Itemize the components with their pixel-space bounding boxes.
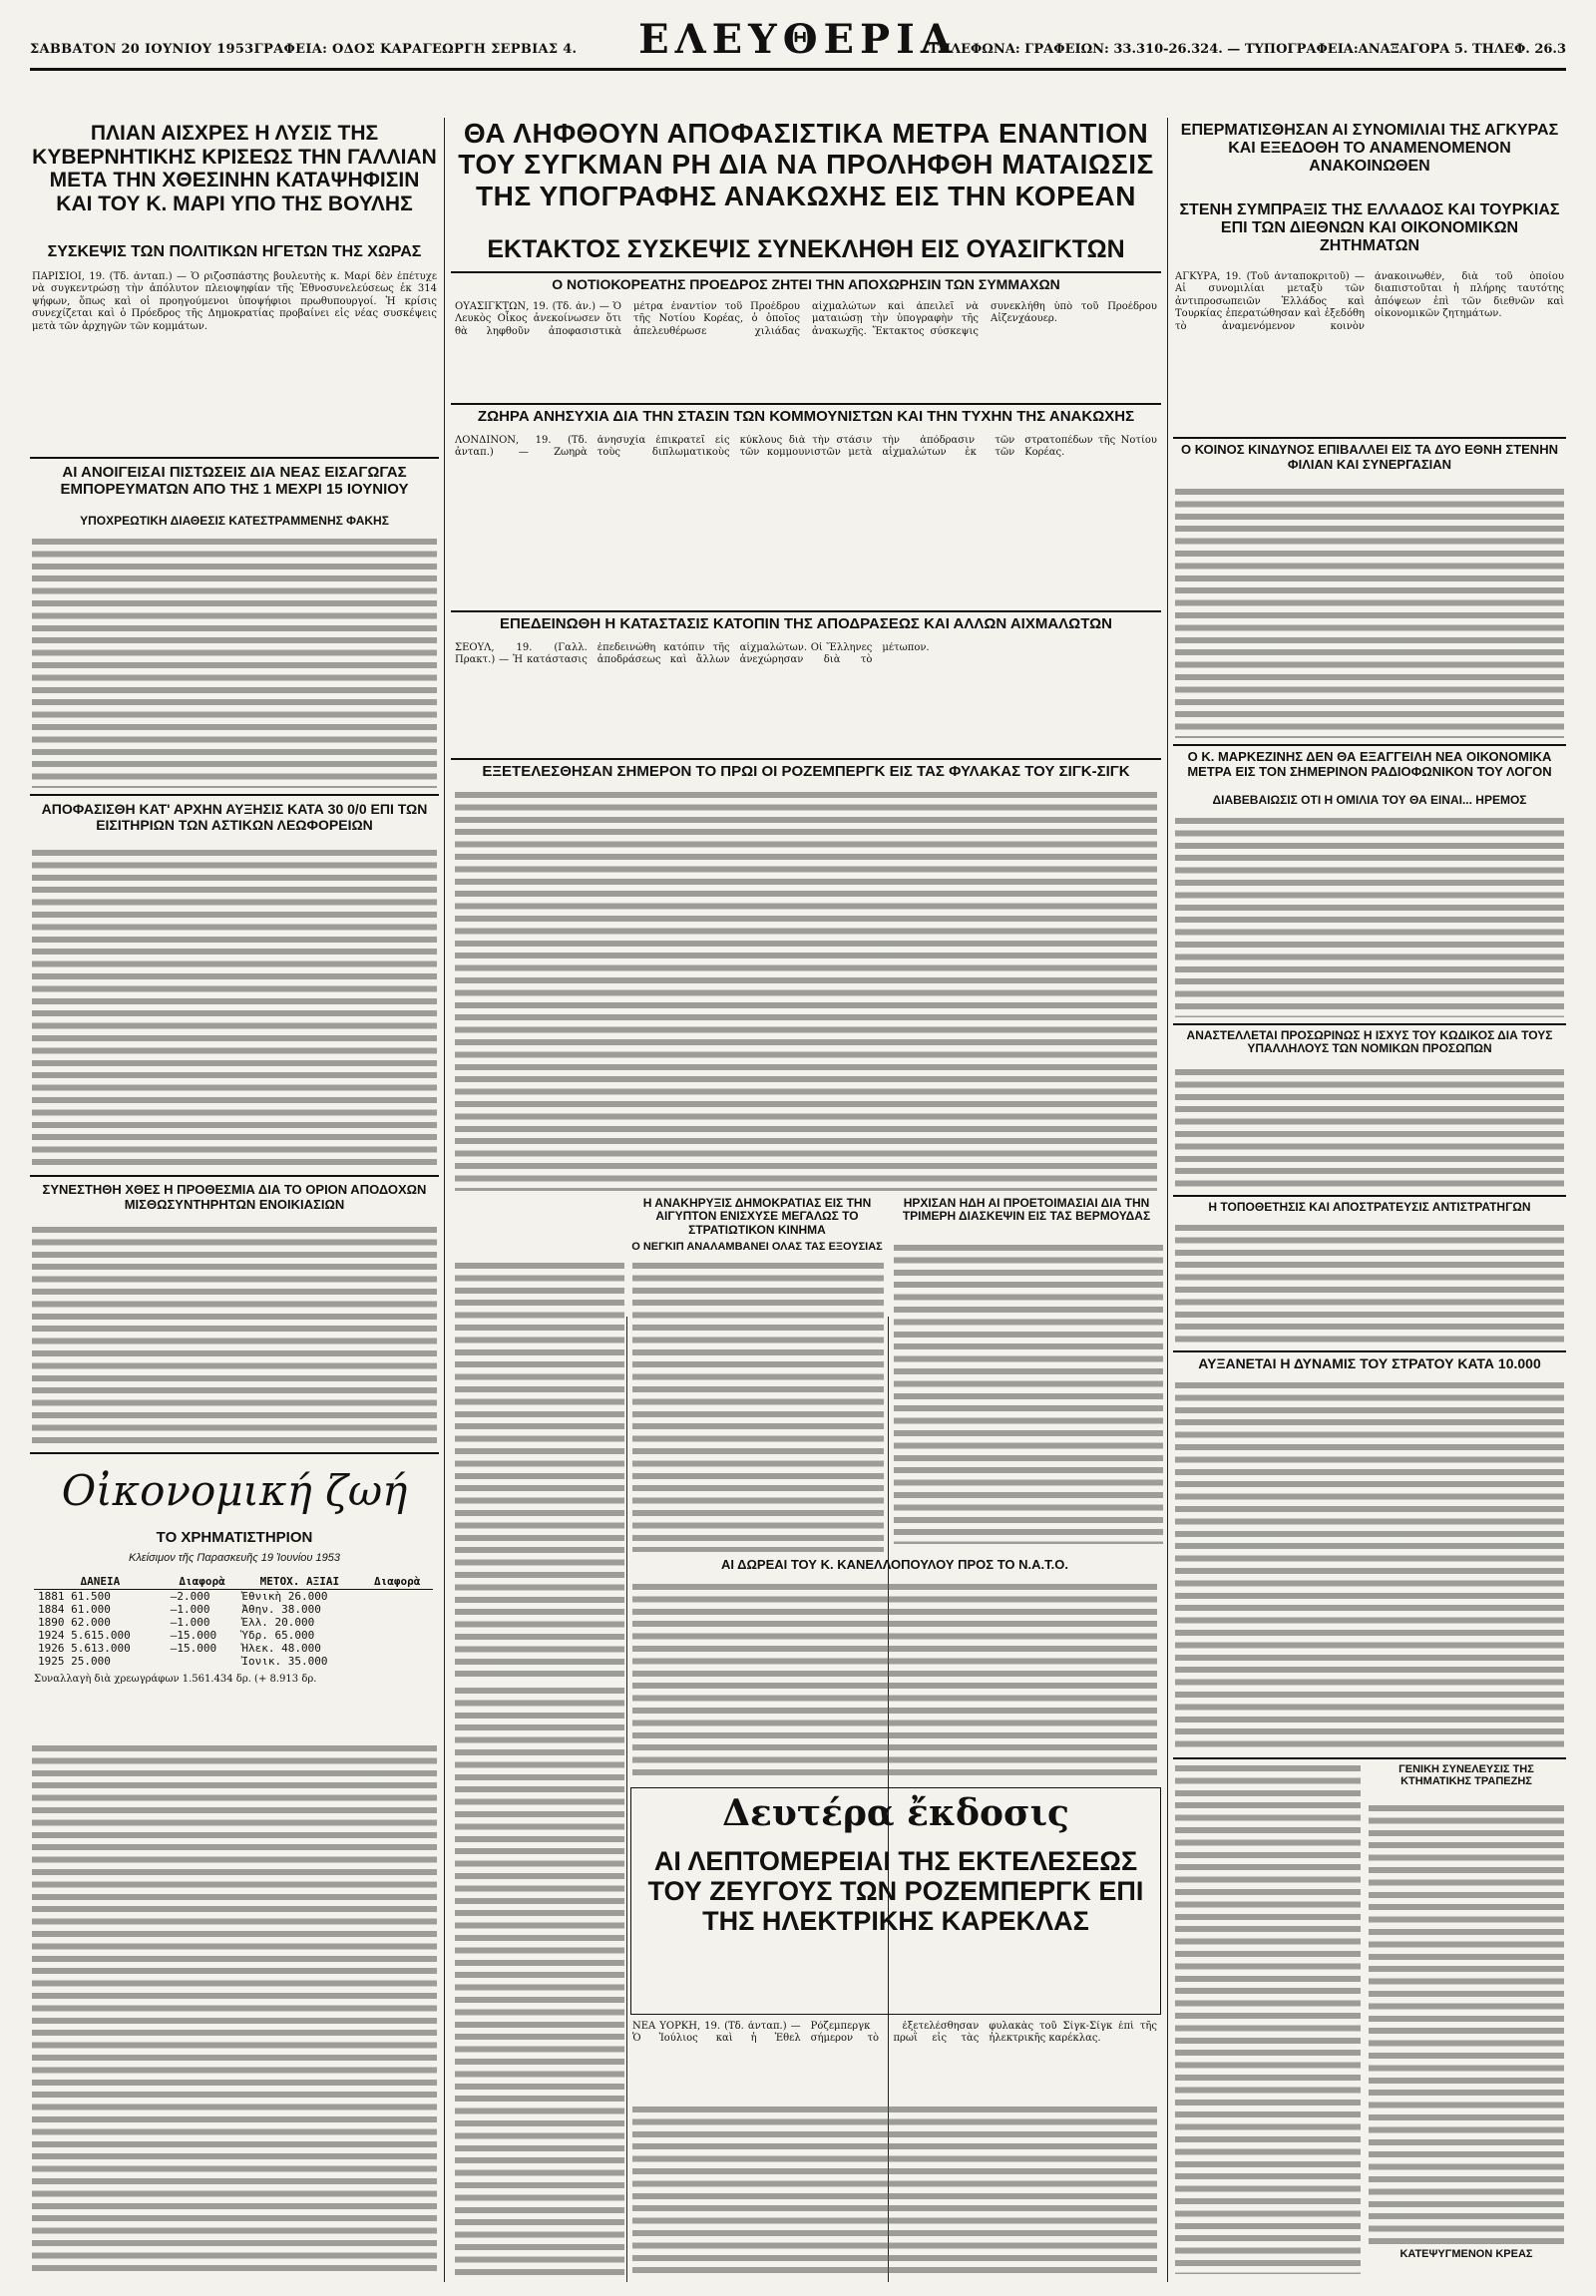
table-cell: —15.000 (170, 1642, 217, 1655)
article-right-a-text (1175, 1765, 1361, 2274)
divider (451, 758, 1161, 760)
article-general-meeting-text (1369, 1805, 1564, 2244)
table-cell (361, 1603, 433, 1616)
headline-situation-worsened: ΕΠΕΔΕΙΝΩΘΗ Η ΚΑΤΑΣΤΑΣΙΣ ΚΑΤΟΠΙΝ ΤΗΣ ΑΠΟΔΡΑΣΕΩΣ ΚΑΙ ΑΛΛΩΝ ΑΙΧΜΑΛΩΤΩΝ (500, 616, 1112, 632)
article-kanellopoulos-text (632, 1584, 1157, 1779)
headline-imports: ΑΙ ΑΝΟΙΓΕΙΣΑΙ ΠΙΣΤΩΣΕΙΣ ΔΙΑ ΝΕΑΣ ΕΙΣΑΓΩΓΑΣ ΕΜΠΟΡΕΥΜΑΤΩΝ ΑΠΟ ΤΗΣ 1 ΜΕΧΡΙ 15 ΙΟΥΝΙΟΥ (60, 465, 409, 498)
second-edition-box (630, 1787, 1161, 2015)
headline-lieutenant-generals: Η ΤΟΠΟΘΕΤΗΣΙΣ ΚΑΙ ΑΠΟΣΤΡΑΤΕΥΣΙΣ ΑΝΤΙΣΤΡΑΤΗΓΩΝ (1208, 1201, 1531, 1214)
table-cell: —15.000 (170, 1629, 217, 1642)
article-markezinis-text (1175, 818, 1564, 1017)
subhead-markezinis: ΔΙΑΒΕΒΑΙΩΣΙΣ ΟΤΙ Η ΟΜΙΛΙΑ ΤΟΥ ΘΑ ΕΙΝΑΙ... ΗΡΕΜΟΣ (1212, 794, 1527, 807)
subhead-political-leaders: ΣΥΣΚΕΨΙΣ ΤΩΝ ΠΟΛΙΤΙΚΩΝ ΗΓΕΤΩΝ ΤΗΣ ΧΩΡΑΣ (47, 243, 422, 260)
table-cell: 1925 25.000 (38, 1655, 111, 1668)
table-cell (361, 1590, 433, 1604)
article-france-text (32, 271, 437, 449)
divider (1173, 1350, 1566, 1352)
headline-ankara-talks: ΕΠΕΡΜΑΤΙΣΘΗΣΑΝ ΑΙ ΣΥΝΟΜΙΛΙΑΙ ΤΗΣ ΑΓΚΥΡΑΣ ΚΑΙ ΕΞΕΔΟΘΗ ΤΟ ΑΝΑΜΕΝΟΜΕΝΟΝ ΑΝΑΚΟΙΝΩΘΕΝ (1180, 122, 1559, 175)
stock-table-header: ΜΕΤΟΧ. ΑΞΙΑΙ (237, 1574, 361, 1590)
stock-table-header: Διαφορὰ (167, 1574, 238, 1590)
stock-table-footer: Συναλλαγὴ διὰ χρεωγράφων 1.561.434 δρ. (+ 8.913 δρ. (34, 1674, 317, 1685)
table-cell (167, 1655, 238, 1668)
stock-exchange-title: ΤΟ ΧΡΗΜΑΤΙΣΤΗΡΙΟΝ (156, 1530, 313, 1546)
stock-exchange-date: Κλείσιμον τῆς Παρασκευῆς 19 Ἰουνίου 1953 (128, 1552, 340, 1564)
divider (1173, 437, 1566, 439)
article-imports-text (32, 539, 437, 788)
newspaper-title: ΕΛΕΥΘΕΡΙΑ (638, 16, 958, 63)
headline-common-danger: Ο ΚΟΙΝΟΣ ΚΙΝΔΥΝΟΣ ΕΠΙΒΑΛΛΕΙ ΕΙΣ ΤΑ ΔΥΟ ΕΘΝΗ ΣΤΕΝΗΝ ΦΙΛΙΑΝ ΚΑΙ ΣΥΝΕΡΓΑΣΙΑΝ (1181, 443, 1558, 472)
headline-bermuda: ΗΡΧΙΣΑΝ ΗΔΗ ΑΙ ΠΡΟΕΤΟΙΜΑΣΙΑΙ ΔΙΑ ΤΗΝ ΤΡΙΜΕΡΗ ΔΙΑΣΚΕΨΙΝ ΕΙΣ ΤΑΣ ΒΕΡΜΟΥΔΑΣ (902, 1197, 1151, 1224)
subhead-lentils: ΥΠΟΧΡΕΩΤΙΚΗ ΔΙΑΘΕΣΙΣ ΚΑΤΕΣΤΡΑΜΜΕΝΗΣ ΦΑΚΗΣ (80, 515, 389, 528)
stock-table-header: Διαφορὰ (361, 1574, 433, 1590)
table-row (34, 1603, 433, 1616)
stock-table-header: ΔΑΝΕΙΑ (34, 1574, 167, 1590)
column-rule (1167, 118, 1168, 2282)
divider (1173, 1757, 1566, 1759)
table-cell: —1.000 (170, 1616, 210, 1629)
subhead-south-korea-president: Ο ΝΟΤΙΟΚΟΡΕΑΤΗΣ ΠΡΟΕΔΡΟΣ ΖΗΤΕΙ ΤΗΝ ΑΠΟΧΩΡΗΣΙΝ ΤΩΝ ΣΥΜΜΑΧΩΝ (552, 277, 1060, 292)
article-paragraph: ΛΟΝΔΙΝΟΝ, 19. (Τδ. ἀνταπ.) — Ζωηρὰ ἀνησυχία ἐπικρατεῖ εἰς τοὺς διπλωματικοὺς κύκλους διὰ τὴν στάσιν τῶν κομμουνιστῶν μετὰ τὴν ἀπόδρασιν τῶν αἰχμαλώτων ἐκ τῶν στρατοπέδων τῆς Νοτίου Κορέας. (455, 435, 1157, 459)
article-paragraph: ΟΥΑΣΙΓΚΤΩΝ, 19. (Τδ. ἀν.) — Ὁ Λευκὸς Οἶκος ἀνεκοίνωσεν ὅτι θὰ ληφθοῦν ἀποφασιστικὰ μέτρα ἐναντίον τοῦ Προέδρου τῆς Νοτίου Κορέας, ὁ ὁποῖος ἀπελευθέρωσε χιλιάδας αἰχμαλώτων καὶ ἀπειλεῖ νὰ ματαιώσῃ τὴν ὑπογραφὴν τῆς ἀνακωχῆς. Ἔκτακτος σύσκεψις συνεκλήθη ὑπὸ τοῦ Προέδρου Αἰζενχάουερ. (455, 301, 1157, 337)
column-rule (626, 1317, 627, 2282)
headline-france-crisis: ΠΛΙΑΝ ΑΙΣΧΡΕΣ Η ΛΥΣΙΣ ΤΗΣ ΚΥΒΕΡΝΗΤΙΚΗΣ ΚΡΙΣΕΩΣ ΤΗΝ ΓΑΛΛΙΑΝ ΜΕΤΑ ΤΗΝ ΧΘΕΣΙΝΗΝ ΚΑΤΑΨΗΦΙΣΙΝ ΚΑΙ ΤΟΥ Κ. ΜΑΡΙ ΥΠΟ ΤΗΣ ΒΟΥΛΗΣ (32, 122, 437, 215)
table-cell (361, 1629, 433, 1642)
table-cell: —2.000 (170, 1590, 210, 1603)
divider (451, 610, 1161, 612)
table-row (34, 1616, 433, 1629)
article-korea-text (455, 301, 1157, 397)
table-cell (361, 1655, 433, 1668)
article-rosenberg-text (455, 792, 1157, 1191)
article-paragraph: ΝΕΑ ΥΟΡΚΗ, 19. (Τδ. ἀνταπ.) — Ὁ Ἰούλιος καὶ ἡ Ἐθελ Ρόζεμπεργκ ἐξετελέσθησαν σήμερον τὸ πρωῒ εἰς τὰς φυλακὰς τοῦ Σίγκ-Σίγκ ἐπὶ τῆς ἠλεκτρικῆς καρέκλας. (632, 2021, 1157, 2045)
divider (30, 794, 439, 796)
headline-egypt: Η ΑΝΑΚΗΡΥΞΙΣ ΔΗΜΟΚΡΑΤΙΑΣ ΕΙΣ ΤΗΝ ΑΙΓΥΠΤΟΝ ΕΝΙΣΧΥΣΕ ΜΕΓΑΛΩΣ ΤΟ ΣΤΡΑΤΙΩΤΙΚΟΝ ΚΙΝΗΜΑ (642, 1197, 872, 1237)
article-egypt-text (632, 1263, 884, 1552)
table-cell: 1924 5.615.000 (38, 1629, 131, 1642)
headline-general-meeting: ΓΕΝΙΚΗ ΣΥΝΕΛΕΥΣΙΣ ΤΗΣ ΚΤΗΜΑΤΙΚΗΣ ΤΡΑΠΕΖΗΣ (1398, 1763, 1534, 1788)
masthead-phones: ΤΗΛΕΦΩΝΑ: ΓΡΑΦΕΙΩΝ: 33.310-26.324. — ΤΥΠΟΓΡΑΦΕΙΑ:ΑΝΑΞΑΓΟΡΑ 5. ΤΗΛΕΦ. 26.3 (929, 42, 1566, 57)
table-cell: Ἀθην. 38.000 (241, 1603, 321, 1616)
article-bus-fares-text (32, 850, 437, 1169)
table-row (34, 1655, 433, 1668)
headline-rosenberg-executed: ΕΞΕΤΕΛΕΣΘΗΣΑΝ ΣΗΜΕΡΟΝ ΤΟ ΠΡΩΙ ΟΙ ΡΟΖΕΜΠΕΡΓΚ ΕΙΣ ΤΑΣ ΦΥΛΑΚΑΣ ΤΟΥ ΣΙΓΚ-ΣΙΓΚ (482, 764, 1130, 780)
article-col-c-text (632, 2106, 1157, 2276)
article-anxiety-text (455, 435, 1157, 604)
article-code-text (1175, 1069, 1564, 1189)
article-economy-text (32, 1745, 437, 2274)
stock-table (34, 1574, 433, 1685)
table-cell: 1926 5.613.000 (38, 1642, 131, 1655)
section-economic-life: Οἰκονομική ζωή (61, 1466, 408, 1515)
column-rule (444, 118, 445, 2282)
headline-army-increase: ΑΥΞΑΝΕΤΑΙ Η ΔΥΝΑΜΙΣ ΤΟΥ ΣΤΡΑΤΟΥ ΚΑΤΑ 10.000 (1198, 1356, 1541, 1371)
subhead-greece-turkey: ΣΤΕΝΗ ΣΥΜΠΡΑΞΙΣ ΤΗΣ ΕΛΛΑΔΟΣ ΚΑΙ ΤΟΥΡΚΙΑΣ ΕΠΙ ΤΩΝ ΔΙΕΘΝΩΝ ΚΑΙ ΟΙΚΟΝΟΜΙΚΩΝ ΖΗΤΗΜΑΤΩΝ (1179, 201, 1560, 254)
table-cell: 1884 61.000 (38, 1603, 111, 1616)
table-cell: Ἐλλ. 20.000 (241, 1616, 315, 1629)
divider (1173, 1023, 1566, 1025)
article-common-danger-text (1175, 489, 1564, 738)
table-row (34, 1629, 433, 1642)
article-bermuda-text (894, 1245, 1163, 1544)
headline-markezinis: Ο Κ. ΜΑΡΚΕΖΙΝΗΣ ΔΕΝ ΘΑ ΕΞΑΓΓΕΙΛΗ ΝΕΑ ΟΙΚΟΝΟΜΙΚΑ ΜΕΤΡΑ ΕΙΣ ΤΟΝ ΣΗΜΕΡΙΝΟΝ ΡΑΔΙΟΦΩΝΙΚΟΝ ΤΟΥ ΛΟΓΟΝ (1187, 750, 1552, 779)
article-rosenberg-details-text (632, 2021, 1157, 2101)
article-paragraph: ΑΓΚΥΡΑ, 19. (Τοῦ ἀνταποκριτοῦ) — Αἱ συνομιλίαι μεταξὺ τῶν ἀντιπροσωπειῶν Ἑλλάδος καὶ Τουρκίας ἐπερατώθησαν καὶ ἐξεδόθη τὸ ἀναμενόμενον κοινὸν ἀνακοινωθέν, διὰ τοῦ ὁποίου διαπιστοῦται ἡ πλήρης ταυτότης ἀπόψεων ἐπὶ τῶν διεθνῶν καὶ οἰκονομικῶν ζητημάτων. (1175, 271, 1564, 332)
headline-main-korea: ΘΑ ΛΗΦΘΟΥΝ ΑΠΟΦΑΣΙΣΤΙΚΑ ΜΕΤΡΑ ΕΝΑΝΤΙΟΝ ΤΟΥ ΣΥΓΚΜΑΝ ΡΗ ΔΙΑ ΝΑ ΠΡΟΛΗΦΘΗ ΜΑΤΑΙΩΣΙΣ ΤΗΣ ΥΠΟΓΡΑΦΗΣ ΑΝΑΚΩΧΗΣ ΕΙΣ ΤΗΝ ΚΟΡΕΑΝ (458, 118, 1154, 211)
article-generals-text (1175, 1225, 1564, 1344)
table-cell (361, 1616, 433, 1629)
table-cell: Ἐθνικὴ 26.000 (241, 1590, 328, 1603)
article-paragraph: ΣΕΟΥΛ, 19. (Γαλλ. Πρακτ.) — Ἡ κατάστασις ἐπεδεινώθη κατόπιν τῆς ἀποδράσεως καὶ ἄλλων αἰχμαλώτων. Οἱ Ἕλληνες ἀνεχώρησαν διὰ τὸ μέτωπον. (455, 642, 930, 666)
divider (1173, 744, 1566, 746)
headline-bus-fares: ΑΠΟΦΑΣΙΣΘΗ ΚΑΤ' ΑΡΧΗΝ ΑΥΞΗΣΙΣ ΚΑΤΑ 30 0/0 ΕΠΙ ΤΩΝ ΕΙΣΙΤΗΡΙΩΝ ΤΩΝ ΑΣΤΙΚΩΝ ΛΕΩΦΟΡΕΙΩΝ (41, 802, 428, 833)
divider (1173, 1195, 1566, 1197)
table-row (34, 1590, 433, 1604)
article-army-text (1175, 1382, 1564, 1751)
masthead-date-address: ΣΑΒΒΑΤΟΝ 20 ΙΟΥΝΙΟΥ 1953ΓΡΑΦΕΙΑ: ΟΔΟΣ ΚΑΡΑΓΕΩΡΓΗ ΣΕΡΒΙΑΣ 4. (30, 42, 578, 57)
article-paragraph: ΠΑΡΙΣΙΟΙ, 19. (Τδ. ἀνταπ.) — Ὁ ριζοσπάστης βουλευτὴς κ. Μαρί δὲν ἐπέτυχε νὰ συγκεντρώσῃ τὴν ἀπόλυτον πλειοψηφίαν τῆς Ἐθνοσυνελεύσεως ἐκ 314 ψήφων, ὅπως καὶ οἱ προηγούμενοι ὑποψήφιοι πρωθυπουργοί. Ἡ κρίσις συνεχίζεται καὶ ὁ Πρόεδρος τῆς Δημοκρατίας προβαίνει εἰς νέας συσκέψεις μετὰ τῶν ἀρχηγῶν τῶν κομμάτων. (32, 271, 437, 332)
divider (451, 403, 1161, 405)
article-col-a-text (455, 1263, 624, 1682)
table-cell: 1881 61.500 (38, 1590, 111, 1603)
article-situation-text (455, 642, 1157, 752)
headline-rent-ceiling: ΣΥΝΕΣΤΗΘΗ ΧΘΕΣ Η ΠΡΟΘΕΣΜΙΑ ΔΙΑ ΤΟ ΟΡΙΟΝ ΑΠΟΔΟΧΩΝ ΜΙΣΘΩΣΥΝΤΗΡΗΤΩΝ ΕΝΟΙΚΙΑΣΙΩΝ (42, 1183, 427, 1212)
subhead-neguib: Ο ΝΕΓΚΙΠ ΑΝΑΛΑΜΒΑΝΕΙ ΟΛΑΣ ΤΑΣ ΕΞΟΥΣΙΑΣ (631, 1241, 883, 1253)
table-cell (361, 1642, 433, 1655)
subhead-washington-meeting: ΕΚΤΑΚΤΟΣ ΣΥΣΚΕΨΙΣ ΣΥΝΕΚΛΗΘΗ ΕΙΣ ΟΥΑΣΙΓΚΤΩΝ (451, 235, 1161, 273)
headline-communist-anxiety: ΖΩΗΡΑ ΑΝΗΣΥΧΙΑ ΔΙΑ ΤΗΝ ΣΤΑΣΙΝ ΤΩΝ ΚΟΜΜΟΥΝΙΣΤΩΝ ΚΑΙ ΤΗΝ ΤΥΧΗΝ ΤΗΣ ΑΝΑΚΩΧΗΣ (477, 409, 1135, 425)
headline-rosenberg-details: ΑΙ ΛΕΠΤΟΜΕΡΕΙΑΙ ΤΗΣ ΕΚΤΕΛΕΣΕΩΣ ΤΟΥ ΖΕΥΓΟΥΣ ΤΩΝ ΡΟΖΕΜΠΕΡΓΚ ΕΠΙ ΤΗΣ ΗΛΕΚΤΡΙΚΗΣ ΚΑΡΕΚΛΑΣ (647, 1846, 1144, 1937)
article-ankara-text (1175, 271, 1564, 431)
table-cell: 1890 62.000 (38, 1616, 111, 1629)
divider (30, 457, 439, 459)
table-cell: Ἰονικ. 35.000 (241, 1655, 328, 1668)
table-cell: Ὑδρ. 65.000 (241, 1629, 315, 1642)
divider (30, 1175, 439, 1177)
table-row (34, 1642, 433, 1655)
article-rent-ceiling-text (32, 1227, 437, 1446)
headline-kanellopoulos: ΑΙ ΔΩΡΕΑΙ ΤΟΥ Κ. ΚΑΝΕΛΛΟΠΟΥΛΟΥ ΠΡΟΣ ΤΟ Ν.Α.Τ.Ο. (721, 1558, 1068, 1572)
table-cell: Ἡλεκ. 48.000 (241, 1642, 321, 1655)
headline-frozen-meat: ΚΑΤΕΨΥΓΜΕΝΟΝ ΚΡΕΑΣ (1399, 2248, 1533, 2260)
article-col-b-text (455, 1688, 624, 2276)
table-cell: —1.000 (170, 1603, 210, 1616)
headline-code-suspended: ΑΝΑΣΤΕΛΛΕΤΑΙ ΠΡΟΣΩΡΙΝΩΣ Η ΙΣΧΥΣ ΤΟΥ ΚΩΔΙΚΟΣ ΔΙΑ ΤΟΥΣ ΥΠΑΛΛΗΛΟΥΣ ΤΩΝ ΝΟΜΙΚΩΝ ΠΡΟΣΩΠΩΝ (1186, 1029, 1553, 1056)
divider (30, 1452, 439, 1454)
second-edition-title: Δευτέρα ἔκδοσις (722, 1792, 1069, 1834)
masthead (30, 16, 1566, 71)
